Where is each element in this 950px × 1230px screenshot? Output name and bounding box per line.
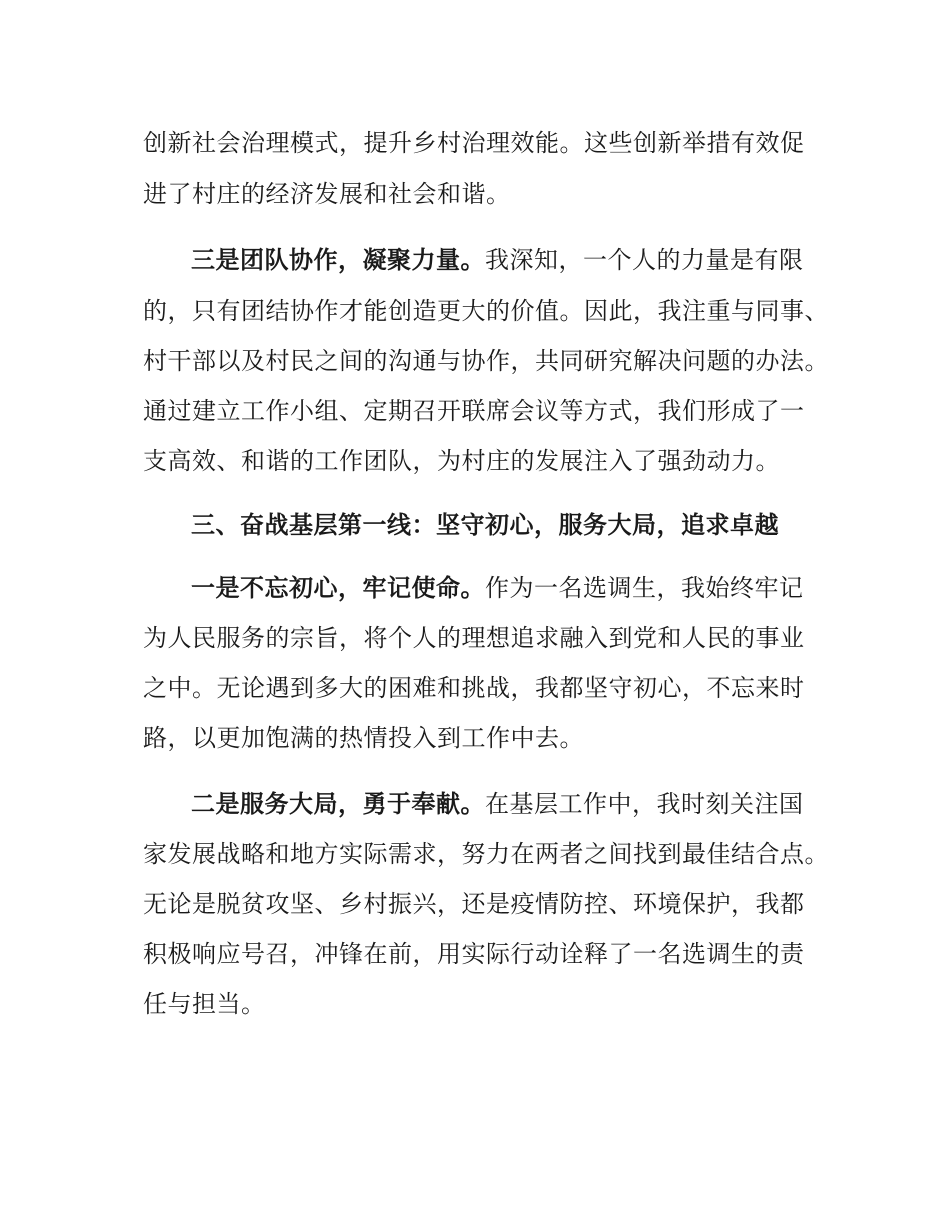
paragraph-lead: 二是服务大局，勇于奉献。 bbox=[191, 790, 485, 818]
paragraph-line: 支高效、和谐的工作团队，为村庄的发展注入了强劲动力。 bbox=[143, 447, 780, 475]
paragraph-line: 村干部以及村民之间的沟通与协作，共同研究解决问题的办法。 bbox=[143, 347, 829, 375]
paragraph-line: 任与担当。 bbox=[143, 990, 266, 1018]
paragraph-line: 为人民服务的宗旨，将个人的理想追求融入到党和人民的事业 bbox=[143, 624, 805, 652]
paragraph-line: 通过建立工作小组、定期召开联席会议等方式，我们形成了一 bbox=[143, 397, 805, 425]
paragraph-line: 创新社会治理模式，提升乡村治理效能。这些创新举措有效促 bbox=[143, 129, 805, 157]
paragraph-line: 之中。无论遇到多大的困难和挑战，我都坚守初心，不忘来时 bbox=[143, 674, 805, 702]
paragraph-line: 路，以更加饱满的热情投入到工作中去。 bbox=[143, 724, 584, 752]
paragraph-line: 三是团队协作，凝聚力量。我深知，一个人的力量是有限 bbox=[191, 246, 804, 274]
paragraph-lead: 三是团队协作，凝聚力量。 bbox=[191, 246, 485, 274]
paragraph-line: 的，只有团结协作才能创造更大的价值。因此，我注重与同事、 bbox=[143, 297, 829, 325]
section-heading: 三、奋战基层第一线：坚守初心，服务大局，追求卓越 bbox=[191, 511, 779, 539]
paragraph-line: 一是不忘初心，牢记使命。作为一名选调生，我始终牢记 bbox=[191, 574, 804, 602]
paragraph-lead: 一是不忘初心，牢记使命。 bbox=[191, 574, 485, 602]
paragraph-line: 二是服务大局，勇于奉献。在基层工作中，我时刻关注国 bbox=[191, 790, 804, 818]
paragraph-line: 进了村庄的经济发展和社会和谐。 bbox=[143, 180, 511, 208]
paragraph-line: 无论是脱贫攻坚、乡村振兴，还是疫情防控、环境保护，我都 bbox=[143, 890, 805, 918]
paragraph-line: 积极响应号召，冲锋在前，用实际行动诠释了一名选调生的责 bbox=[143, 940, 805, 968]
paragraph-line: 家发展战略和地方实际需求，努力在两者之间找到最佳结合点。 bbox=[143, 840, 829, 868]
